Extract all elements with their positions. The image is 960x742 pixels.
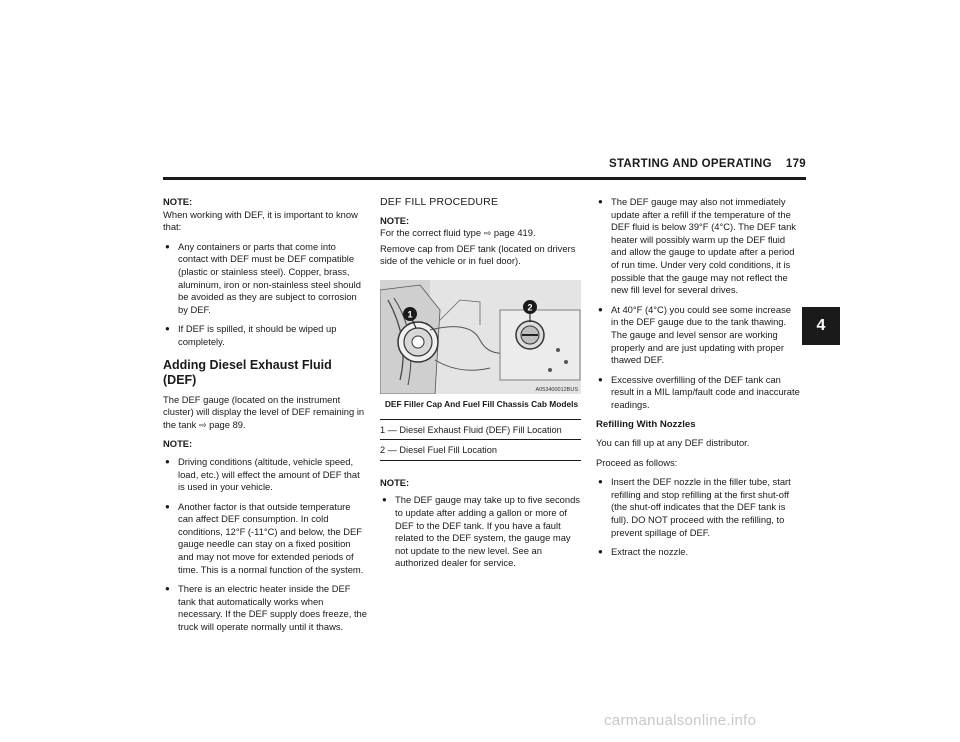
refill-paragraph: Proceed as follows: [596,456,678,468]
callout-2-label: 2 [527,302,533,313]
note-bullet-list [163,456,367,634]
list-item: ● The DEF gauge may take up to five seconds to update after adding a gallon or more of DEF to the DEF tank. If you have a fault related to the DEF system, the gauge may not update to the new level. See an authorized dealer for service. [382,494,580,569]
bullet-icon: ● [382,495,387,505]
list-item: ● At 40°F (4°C) you could see some increase in the DEF gauge due to the tank thawing. The gauge and level sensor are working properly and are just updating with proper thawed DEF. [598,303,791,366]
running-section-title: STARTING AND OPERATING [608,158,772,170]
bullet-icon: ● [165,456,170,466]
bullet-icon: ● [598,477,603,487]
callout-1-label: 1 [407,309,413,320]
chapter-tab: 4 [802,307,840,345]
section-heading: Adding Diesel Exhaust Fluid (DEF) [163,357,332,387]
watermark: carmanualsonline.info [604,712,757,729]
list-item: ● Any containers or parts that come into contact with DEF must be DEF compatible (plastic or stainless steel). Copper, brass, aluminum, iron or non-stainless steel should be avoided as they are subject to corrosion by DEF. [165,240,361,315]
column-middle [380,196,583,577]
refill-bullet-list [596,476,800,559]
note-bullet-list [380,494,583,570]
note-bullet-list [163,241,367,349]
figure-code: A053400012BUS [535,386,578,393]
list-item: ● Insert the DEF nozzle in the filler tube, start refilling and stop refilling at the first shut-off (the shut-off indicates that the DEF tank is full). DO NOT proceed with the refilling, to prevent spillage of DEF. [598,476,791,538]
page-header [560,158,806,170]
procedure-heading: DEF FILL PROCEDURE [380,196,499,208]
def-filler-illustration [380,280,581,394]
def-filler-figure [380,280,581,394]
bullet-icon: ● [598,304,603,314]
figure-legend-table [380,419,581,461]
refill-paragraph: You can fill up at any DEF distributor. [596,437,750,449]
list-item: ● The DEF gauge may also not immediately update after a refill if the temperature of the DEF fluid is below 39°F (4°C). The DEF tank heater will possibly warm up the DEF fluid and allow the gauge to update after a period of run time. Under very cold conditions, it is possible that the gauge may not reflect the new fill level for several drives. [598,196,796,296]
note-label: NOTE: [380,214,410,226]
column-left [163,196,367,641]
procedure-paragraph: Remove cap from DEF tank (located on drivers side of the vehicle or in fuel door). [380,242,576,267]
legend-cell: 2 — Diesel Fuel Fill Location [380,440,581,461]
legend-cell: 1 — Diesel Exhaust Fluid (DEF) Fill Location [380,419,581,440]
note-label: NOTE: [163,438,193,450]
page-reference-arrow-icon: ⇨ [198,419,207,430]
figure-caption: DEF Filler Cap And Fuel Fill Chassis Cab Models [384,398,579,409]
note-text: For the correct fluid type ⇨ page 419. [380,227,536,239]
bullet-list [596,196,800,412]
bullet-icon: ● [598,197,603,206]
bullet-icon: ● [165,241,170,251]
table-row [380,419,581,440]
bullet-icon: ● [598,547,603,557]
note-label: NOTE: [163,196,193,207]
page-reference-link[interactable]: page 419. [493,227,536,239]
list-item: ● If DEF is spilled, it should be wiped up completely. [165,323,337,347]
bullet-icon: ● [165,584,170,594]
list-item: ● Excessive overfilling of the DEF tank can result in a MIL lamp/fault code and inaccurate readings. [598,373,800,410]
bullet-icon: ● [165,501,170,511]
table-row [380,440,581,461]
column-right [596,196,800,566]
page-reference-link[interactable]: page 89. [209,418,246,430]
bullet-icon: ● [598,374,603,384]
list-item: ● Driving conditions (altitude, vehicle speed, load, etc.) will effect the amount of DEF that is used in your vehicle. [165,455,360,493]
page-reference-arrow-icon: ⇨ [483,228,492,239]
header-rule [163,177,806,180]
bullet-icon: ● [165,324,170,334]
list-item: ● Another factor is that outside temperature can affect DEF consumption. In cold conditions, 12°F (-11°C) and below, the DEF gauge needle can stay on a fixed position and may not move for extended periods of time. This is a normal function of the system. [165,500,364,575]
list-item: ● Extract the nozzle. [598,546,689,558]
note-label: NOTE: [380,476,410,488]
refill-heading: Refilling With Nozzles [596,418,696,430]
list-item: ● There is an electric heater inside the DEF tank that automatically works when necessary. If the DEF supply does freeze, the truck will operate normally until it thaws. [165,583,367,633]
section-paragraph: The DEF gauge (located on the instrument cluster) will display the level of DEF remaining in the tank ⇨ page 89. [163,393,365,430]
page-number: 179 [785,158,806,170]
note-intro: When working with DEF, it is important to know that: [163,208,358,233]
